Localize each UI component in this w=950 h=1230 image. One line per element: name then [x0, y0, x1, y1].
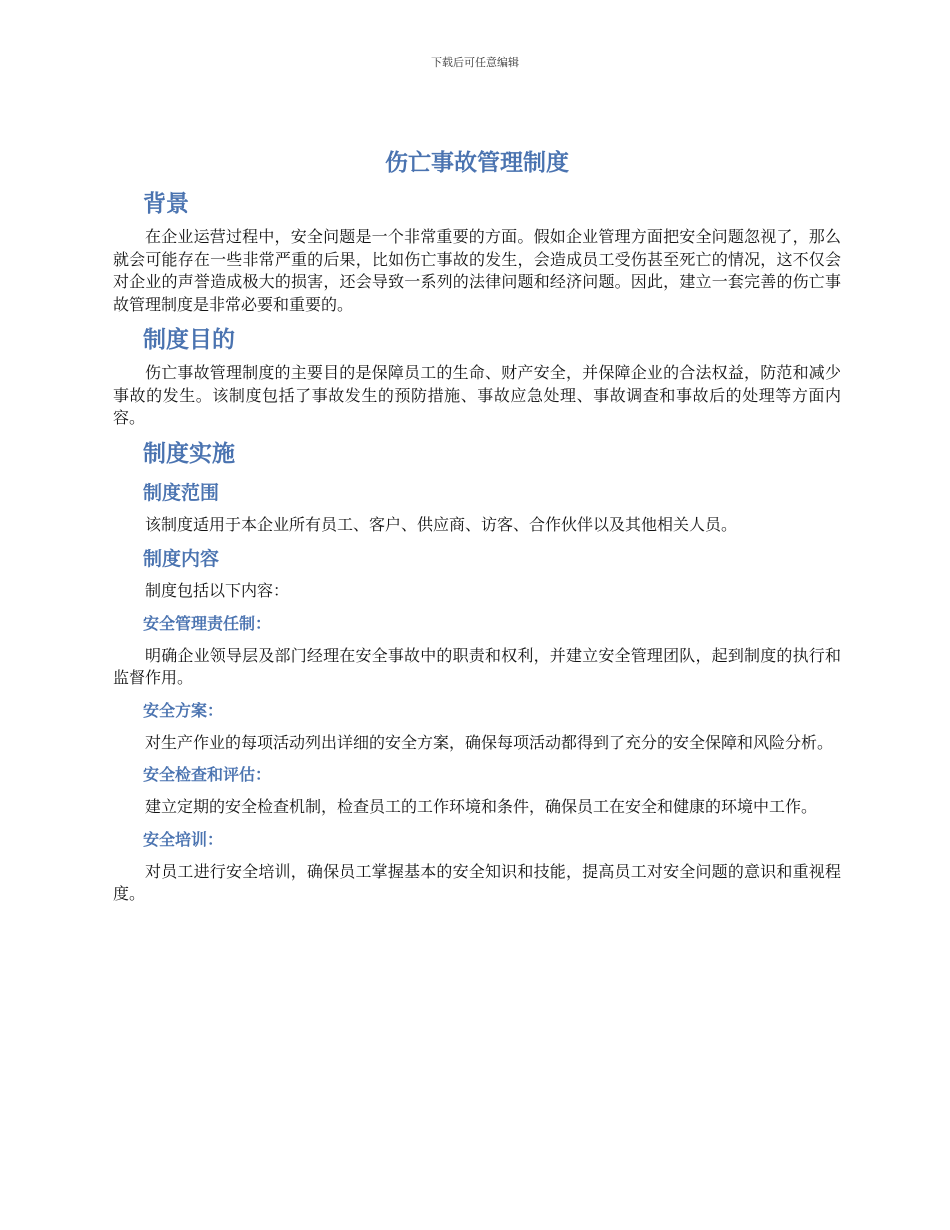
- item-paragraph-safety-plan: 对生产作业的每项活动列出详细的安全方案，确保每项活动都得到了充分的安全保障和风险分析。: [145, 732, 834, 752]
- item-heading-training: 安全培训：: [143, 829, 224, 849]
- item-paragraph-responsibility: 明确企业领导层及部门经理在安全事故中的职责和权利，并建立安全管理团队，起到制度的执行和监督作用。: [113, 645, 841, 687]
- item-heading-inspection: 安全检查和评估：: [143, 765, 272, 784]
- document-title: 伤亡事故管理制度: [385, 150, 569, 176]
- section-heading-purpose: 制度目的: [143, 327, 235, 353]
- item-paragraph-inspection: 建立定期的安全检查机制，检查员工的工作环境和条件，确保员工在安全和健康的环境中工作。: [145, 797, 818, 816]
- item-heading-responsibility: 安全管理责任制：: [143, 613, 272, 633]
- item-heading-safety-plan: 安全方案：: [143, 700, 224, 720]
- subsection-heading-contents: 制度内容: [143, 548, 220, 570]
- subsection-heading-scope: 制度范围: [143, 481, 220, 504]
- purpose-paragraph: 伤亡事故管理制度的主要目的是保障员工的生命、财产安全，并保障企业的合法权益，防范和减少事故的发生。该制度包括了事故发生的预防措施、事故应急处理、事故调查和事故后的处理等方面内容。: [113, 363, 841, 427]
- contents-intro: 制度包括以下内容：: [145, 581, 290, 600]
- item-paragraph-training: 对员工进行安全培训，确保员工掌握基本的安全知识和技能，提高员工对安全问题的意识和重视程度。: [113, 861, 841, 903]
- section-heading-implementation: 制度实施: [143, 440, 235, 467]
- scope-paragraph: 该制度适用于本企业所有员工、客户、供应商、访客、合作伙伴以及其他相关人员。: [145, 514, 738, 534]
- background-paragraph: 在企业运营过程中，安全问题是一个非常重要的方面。假如企业管理方面把安全问题忽视了，那么就会可能存在一些非常严重的后果，比如伤亡事故的发生，会造成员工受伤甚至死亡的情况，这不仅会对企业的声誉造成极大的损害，还会导致一系列的法律问题和经济问题。因此，建立一套完善的伤亡事故管理制度是非常必要和重要的。: [113, 227, 841, 314]
- section-heading-background: 背景: [143, 191, 189, 217]
- page-header-note: 下载后可任意编辑: [431, 56, 519, 69]
- document-body: [113, 140, 841, 914]
